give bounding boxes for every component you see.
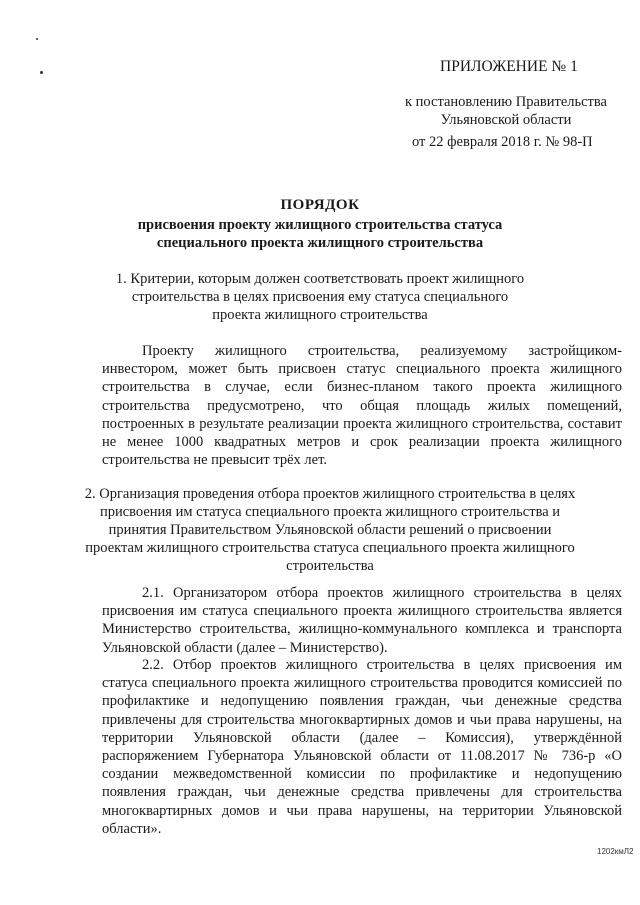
- appendix-label: ПРИЛОЖЕНИЕ № 1: [440, 58, 578, 75]
- paragraph: 2.2. Отбор проектов жилищного строительства в целях присвоения им статуса специального проекта жилищного строительства проводится комиссией по профилактике и недопущению появления граждан, чьи денежные средства привлечены для строительства многоквартирных домов и чьи права нарушены, на территории Ульяновской области (далее – Комиссия), утверждённой распоряжением Губернатора Ульяновской области от 11.08.2017 № 736-р «О создании межведомственной комиссии по профилактике и недопущению появления граждан, чьи денежные средства привлечены для строительства многоквартирных домов и чьи права нарушены, на территории Ульяновской области».: [102, 657, 622, 837]
- section-heading: 2. Организация проведения отбора проектов жилищного строительства в целях присвоения им статуса специального проекта жилищного строительства и принятия Правительством Ульяновской области решений о присвоении проектам жилищного строительства статуса специального проекта жилищного строительства: [84, 486, 576, 574]
- resolution-reference-line: Ульяновской области: [440, 112, 572, 128]
- resolution-date: от 22 февраля 2018 г. № 98-П: [412, 134, 593, 150]
- document-title: ПОРЯДОК: [280, 197, 360, 213]
- resolution-reference: [386, 93, 626, 129]
- resolution-reference-line: к постановлению Правительства: [405, 94, 607, 110]
- page-stamp: 1202кмЛ2: [597, 847, 634, 856]
- scan-speck: [40, 71, 43, 74]
- paragraph: Проекту жилищного строительства, реализуемому застройщиком-инвестором, может быть присвоен статус специального проекта жилищного строительства в случае, если бизнес-планом такого проекта жилищного строительства предусмотрено, что общая площадь жилых помещений, построенных в результате реализации проекта жилищного строительства, составит не менее 1000 квадратных метров и срок реализации проекта жилищного строительства не превысит трёх лет.: [102, 343, 622, 469]
- scan-speck: [36, 38, 38, 40]
- section-heading: 1. Критерии, которым должен соответствовать проект жилищного строительства в целях присвоения ему статуса специального проекта жилищного строительства: [115, 271, 525, 323]
- document-subtitle: присвоения проекту жилищного строительства статуса специального проекта жилищного строительства: [137, 217, 503, 251]
- paragraph: 2.1. Организатором отбора проектов жилищного строительства в целях присвоения им статуса специального проекта жилищного строительства является Министерство строительства, жилищно-коммунального комплекса и транспорта Ульяновской области (далее – Министерство).: [102, 585, 622, 656]
